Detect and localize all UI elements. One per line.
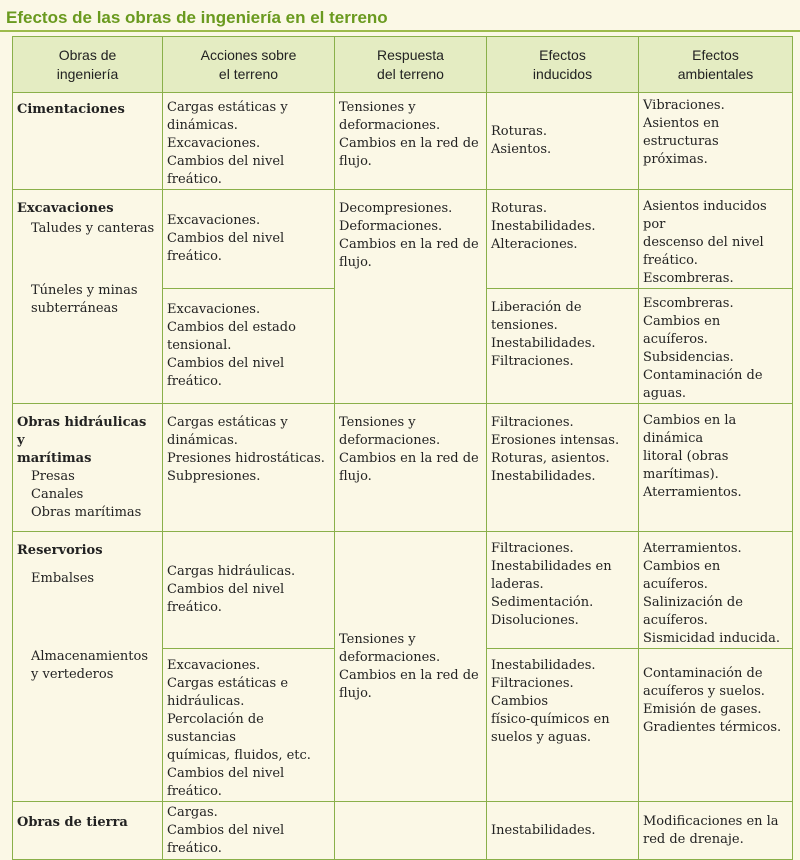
respuesta-cell: Decompresiones. Deformaciones. Cambios en la red de flujo. bbox=[335, 190, 487, 404]
obra-cell: Obras de tierra bbox=[13, 802, 163, 860]
acciones-cell: Excavaciones. Cargas estáticas e hidráulicas. Percolación de sustancias químicas, fluidos, etc. Cambios del nivel freático. bbox=[163, 649, 335, 802]
efectos-cell: Roturas. Inestabilidades. Alteraciones. bbox=[487, 190, 639, 289]
table-row bbox=[13, 190, 793, 289]
table-row bbox=[13, 404, 793, 532]
acciones-cell: Excavaciones. Cambios del nivel freático. bbox=[163, 190, 335, 289]
ambientales-cell: Aterramientos. Cambios en acuíferos. Salinización de acuíferos. Sismicidad inducida. bbox=[639, 532, 793, 649]
effects-table bbox=[12, 36, 793, 860]
acciones-cell: Cargas. Cambios del nivel freático. bbox=[163, 802, 335, 860]
obra-cell: Reservorios Embalses Almacenamientos y vertederos bbox=[13, 532, 163, 802]
respuesta-cell: Tensiones y deformaciones. Cambios en la red de flujo. bbox=[335, 93, 487, 190]
obra-cell: Obras hidráulicas y marítimas Presas Canales Obras marítimas bbox=[13, 404, 163, 532]
header-efectos: Efectos inducidos bbox=[487, 37, 639, 93]
ambientales-cell: Escombreras. Cambios en acuíferos. Subsidencias. Contaminación de aguas. bbox=[639, 289, 793, 404]
efectos-cell: Filtraciones. Inestabilidades en laderas. Sedimentación. Disoluciones. bbox=[487, 532, 639, 649]
efectos-cell: Filtraciones. Erosiones intensas. Roturas, asientos. Inestabilidades. bbox=[487, 404, 639, 532]
header-acciones: Acciones sobre el terreno bbox=[163, 37, 335, 93]
acciones-cell: Cargas estáticas y dinámicas. Presiones hidrostáticas. Subpresiones. bbox=[163, 404, 335, 532]
respuesta-cell bbox=[335, 802, 487, 860]
ambientales-cell: Cambios en la dinámica litoral (obras marítimas). Aterramientos. bbox=[639, 404, 793, 532]
respuesta-cell: Tensiones y deformaciones. Cambios en la red de flujo. bbox=[335, 532, 487, 802]
ambientales-cell: Asientos inducidos por descenso del nivel freático. Escombreras. bbox=[639, 190, 793, 289]
header-row bbox=[13, 37, 793, 93]
header-ambientales: Efectos ambientales bbox=[639, 37, 793, 93]
acciones-cell: Cargas hidráulicas. Cambios del nivel freático. bbox=[163, 532, 335, 649]
obra-cell: Excavaciones Taludes y canteras Túneles y minas subterráneas bbox=[13, 190, 163, 404]
header-obras: Obras de ingeniería bbox=[13, 37, 163, 93]
acciones-cell: Cargas estáticas y dinámicas. Excavaciones. Cambios del nivel freático. bbox=[163, 93, 335, 190]
table-row bbox=[13, 532, 793, 649]
header-respuesta: Respuesta del terreno bbox=[335, 37, 487, 93]
efectos-cell: Inestabilidades. Filtraciones. Cambios físico-químicos en suelos y aguas. bbox=[487, 649, 639, 802]
table-row bbox=[13, 802, 793, 860]
page-title: Efectos de las obras de ingeniería en el terreno bbox=[6, 8, 388, 27]
title-underline bbox=[0, 30, 800, 32]
respuesta-cell: Tensiones y deformaciones. Cambios en la red de flujo. bbox=[335, 404, 487, 532]
ambientales-cell: Vibraciones. Asientos en estructuras próximas. bbox=[639, 93, 793, 190]
efectos-cell: Liberación de tensiones. Inestabilidades. Filtraciones. bbox=[487, 289, 639, 404]
efectos-cell: Roturas. Asientos. bbox=[487, 93, 639, 190]
table-row bbox=[13, 93, 793, 190]
efectos-cell: Inestabilidades. bbox=[487, 802, 639, 860]
ambientales-cell: Contaminación de acuíferos y suelos. Emisión de gases. Gradientes térmicos. bbox=[639, 649, 793, 802]
obra-cell: Cimentaciones bbox=[13, 93, 163, 190]
ambientales-cell: Modificaciones en la red de drenaje. bbox=[639, 802, 793, 860]
acciones-cell: Excavaciones. Cambios del estado tensional. Cambios del nivel freático. bbox=[163, 289, 335, 404]
